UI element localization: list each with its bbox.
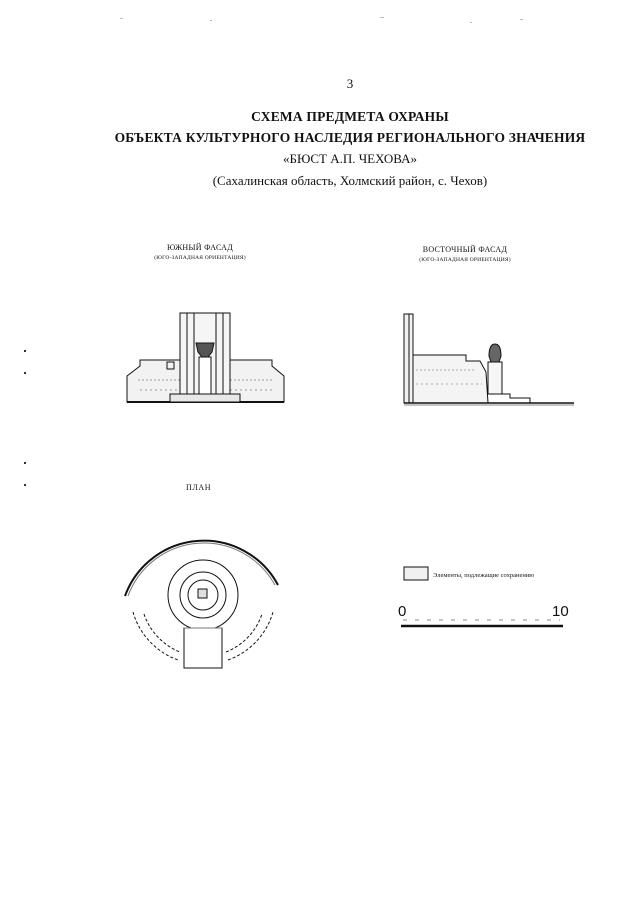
south-facade-title: ЮЖНЫЙ ФАСАД [166, 243, 234, 252]
title-line-1: СХЕМА ПРЕДМЕТА ОХРАНЫ [251, 109, 449, 124]
scale-end: 10 [552, 603, 569, 620]
title-line-2: ОБЪЕКТА КУЛЬТУРНОГО НАСЛЕДИЯ РЕГИОНАЛЬНОГО ЗНАЧЕНИЯ [114, 130, 586, 145]
scan-specks [24, 17, 523, 486]
plan-drawing [125, 541, 278, 668]
plan-label: ПЛАН [186, 483, 212, 492]
scale-start: 0 [398, 603, 407, 620]
east-facade-drawing [404, 314, 574, 405]
south-facade-subtitle: (ЮГО-ЗАПАДНАЯ ОРИЕНТАЦИЯ) [154, 255, 246, 261]
location-line: (Сахалинская область, Холмский район, с. Чехов) [212, 173, 488, 188]
page-number: 3 [346, 76, 354, 91]
legend-text: Элементы, подлежащие сохранению [433, 572, 535, 579]
scale-bar [401, 620, 563, 626]
east-facade-subtitle: (ЮГО-ЗАПАДНАЯ ОРИЕНТАЦИЯ) [419, 257, 511, 263]
legend-swatch [404, 567, 428, 580]
south-facade-drawing [127, 313, 284, 402]
title-line-3: «БЮСТ А.П. ЧЕХОВА» [283, 151, 417, 166]
east-facade-title: ВОСТОЧНЫЙ ФАСАД [422, 245, 508, 254]
